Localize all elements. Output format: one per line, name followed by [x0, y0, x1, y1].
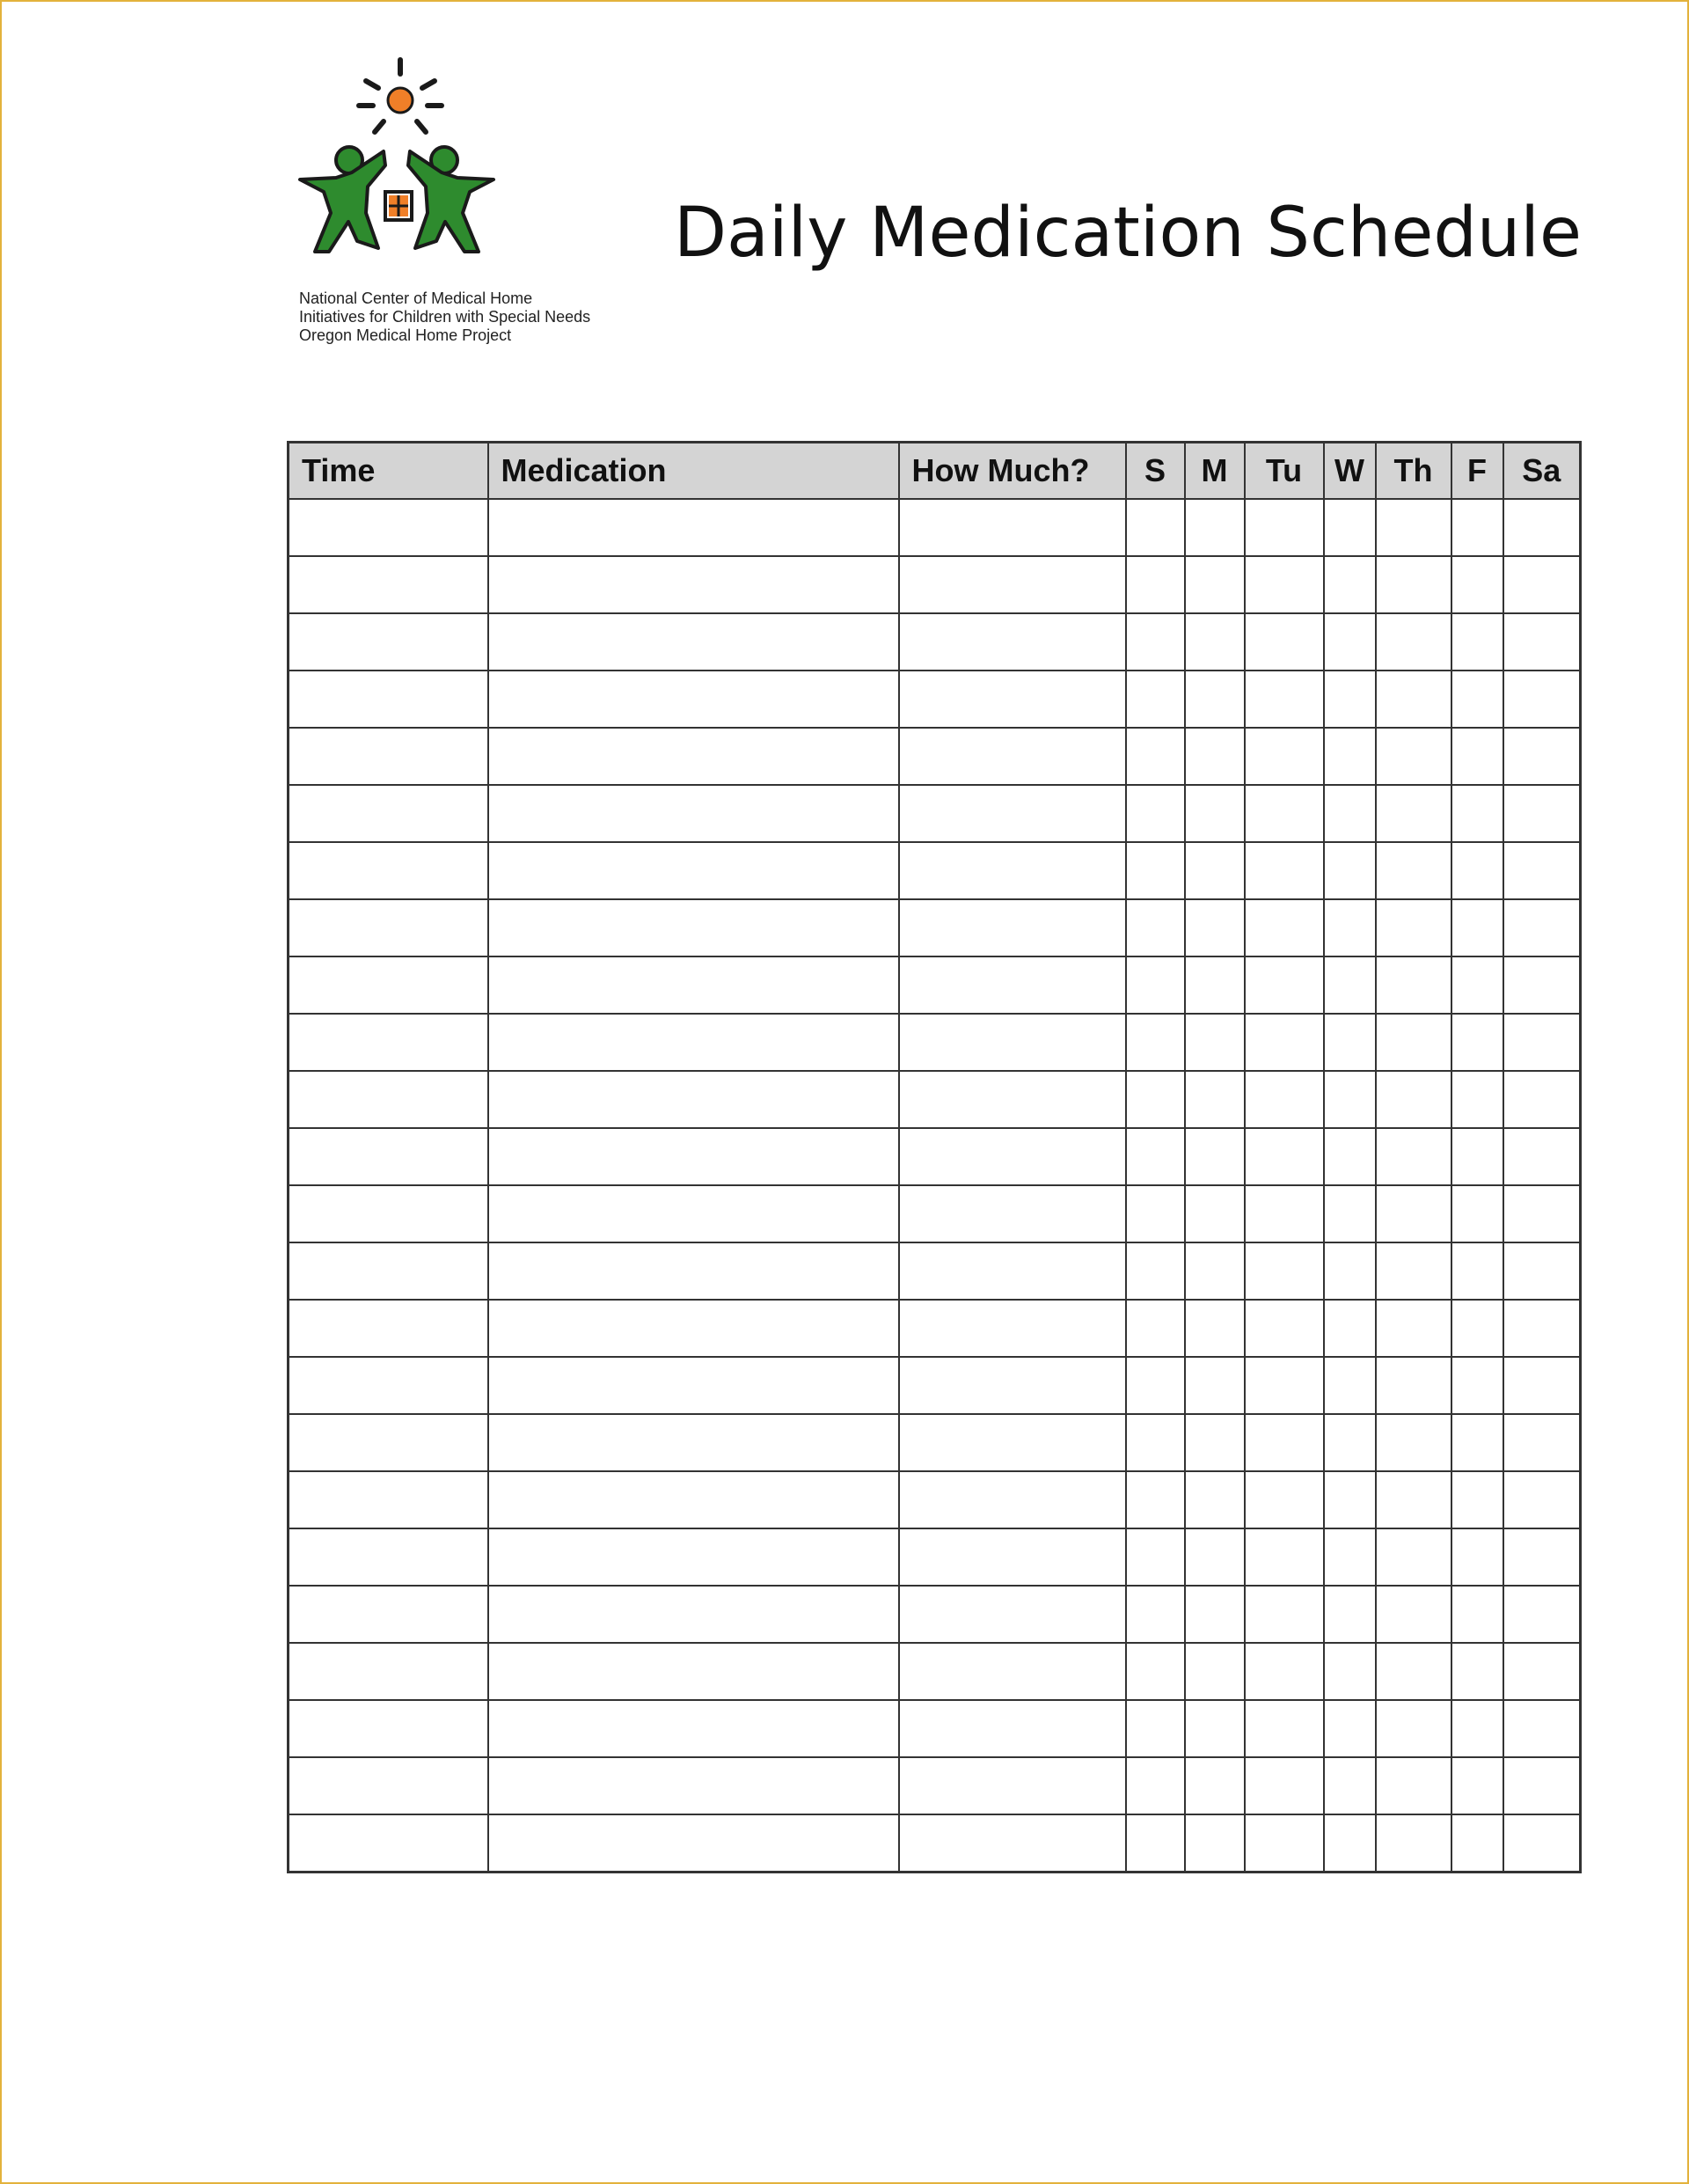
table-cell[interactable] — [1126, 1757, 1185, 1814]
table-cell[interactable] — [1185, 1185, 1245, 1242]
table-cell[interactable] — [488, 842, 899, 899]
table-cell[interactable] — [1451, 1357, 1503, 1414]
table-cell[interactable] — [1376, 842, 1451, 899]
table-cell[interactable] — [1185, 1414, 1245, 1471]
table-cell[interactable] — [289, 1185, 488, 1242]
table-cell[interactable] — [1503, 785, 1581, 842]
table-cell[interactable] — [1185, 1242, 1245, 1300]
table-cell[interactable] — [1126, 1414, 1185, 1471]
table-cell[interactable] — [1451, 1071, 1503, 1128]
table-cell[interactable] — [1185, 1128, 1245, 1185]
table-row — [289, 613, 1581, 671]
table-cell[interactable] — [1503, 1357, 1581, 1414]
table-cell[interactable] — [289, 499, 488, 556]
table-cell[interactable] — [1324, 1471, 1376, 1528]
table-cell[interactable] — [1324, 842, 1376, 899]
table-cell[interactable] — [1324, 556, 1376, 613]
table-cell[interactable] — [1126, 1586, 1185, 1643]
table-cell[interactable] — [1451, 1643, 1503, 1700]
table-cell[interactable] — [1324, 899, 1376, 956]
table-cell[interactable] — [1126, 1071, 1185, 1128]
table-cell[interactable] — [1503, 1185, 1581, 1242]
table-cell[interactable] — [1376, 1300, 1451, 1357]
table-cell[interactable] — [289, 1071, 488, 1128]
table-cell[interactable] — [488, 1700, 899, 1757]
table-cell[interactable] — [289, 1700, 488, 1757]
table-cell[interactable] — [1245, 1757, 1324, 1814]
table-cell[interactable] — [899, 1414, 1126, 1471]
table-cell[interactable] — [1126, 1643, 1185, 1700]
table-cell[interactable] — [1376, 1128, 1451, 1185]
table-cell[interactable] — [1451, 899, 1503, 956]
table-cell[interactable] — [1376, 899, 1451, 956]
table-cell[interactable] — [899, 1757, 1126, 1814]
table-cell[interactable] — [1185, 1071, 1245, 1128]
table-cell[interactable] — [1324, 1586, 1376, 1643]
table-cell[interactable] — [1185, 899, 1245, 956]
table-cell[interactable] — [899, 499, 1126, 556]
page-title: Daily Medication Schedule — [674, 194, 1582, 273]
table-cell[interactable] — [1503, 1242, 1581, 1300]
table-cell[interactable] — [289, 1528, 488, 1586]
table-cell[interactable] — [899, 1128, 1126, 1185]
table-cell[interactable] — [1185, 1814, 1245, 1873]
table-cell[interactable] — [1185, 499, 1245, 556]
table-cell[interactable] — [289, 1814, 488, 1873]
table-cell[interactable] — [1451, 1757, 1503, 1814]
table-cell[interactable] — [1376, 1700, 1451, 1757]
table-cell[interactable] — [1451, 1814, 1503, 1873]
table-cell[interactable] — [1245, 1586, 1324, 1643]
table-cell[interactable] — [1451, 842, 1503, 899]
table-cell[interactable] — [1376, 785, 1451, 842]
table-cell[interactable] — [1503, 956, 1581, 1014]
schedule-body — [289, 499, 1581, 1873]
table-cell[interactable] — [1245, 671, 1324, 728]
table-cell[interactable] — [1185, 1586, 1245, 1643]
table-cell[interactable] — [1451, 956, 1503, 1014]
table-cell[interactable] — [1324, 1071, 1376, 1128]
table-cell[interactable] — [1451, 1014, 1503, 1071]
table-cell[interactable] — [289, 1471, 488, 1528]
table-row — [289, 1586, 1581, 1643]
column-header-wednesday: W — [1324, 443, 1376, 500]
table-cell[interactable] — [1245, 499, 1324, 556]
table-cell[interactable] — [1324, 499, 1376, 556]
table-cell[interactable] — [1324, 785, 1376, 842]
table-cell[interactable] — [1503, 1586, 1581, 1643]
table-cell[interactable] — [1503, 1757, 1581, 1814]
table-cell[interactable] — [1324, 956, 1376, 1014]
table-row — [289, 728, 1581, 785]
table-cell[interactable] — [899, 1014, 1126, 1071]
table-cell[interactable] — [1376, 1414, 1451, 1471]
table-cell[interactable] — [899, 1814, 1126, 1873]
table-cell[interactable] — [1503, 1814, 1581, 1873]
table-cell[interactable] — [488, 1014, 899, 1071]
table-cell[interactable] — [488, 499, 899, 556]
column-header-saturday: Sa — [1503, 443, 1581, 500]
table-cell[interactable] — [899, 1357, 1126, 1414]
table-cell[interactable] — [899, 1643, 1126, 1700]
table-cell[interactable] — [1503, 556, 1581, 613]
table-cell[interactable] — [289, 1586, 488, 1643]
table-cell[interactable] — [289, 956, 488, 1014]
table-cell[interactable] — [289, 1242, 488, 1300]
table-cell[interactable] — [1245, 1128, 1324, 1185]
table-cell[interactable] — [289, 1357, 488, 1414]
table-cell[interactable] — [1376, 1757, 1451, 1814]
table-cell[interactable] — [1451, 1414, 1503, 1471]
table-cell[interactable] — [1451, 671, 1503, 728]
table-row — [289, 1471, 1581, 1528]
table-cell[interactable] — [1126, 1528, 1185, 1586]
table-cell[interactable] — [1324, 1757, 1376, 1814]
table-cell[interactable] — [1503, 1071, 1581, 1128]
table-cell[interactable] — [1451, 613, 1503, 671]
table-cell[interactable] — [289, 1300, 488, 1357]
table-cell[interactable] — [1126, 1242, 1185, 1300]
table-cell[interactable] — [1376, 1014, 1451, 1071]
table-cell[interactable] — [289, 556, 488, 613]
table-cell[interactable] — [899, 1242, 1126, 1300]
table-cell[interactable] — [1376, 956, 1451, 1014]
table-cell[interactable] — [1324, 1300, 1376, 1357]
table-row — [289, 785, 1581, 842]
table-cell[interactable] — [1126, 1300, 1185, 1357]
table-cell[interactable] — [1126, 1128, 1185, 1185]
column-header-thursday: Th — [1376, 443, 1451, 500]
table-cell[interactable] — [488, 671, 899, 728]
table-cell[interactable] — [1126, 1814, 1185, 1873]
table-cell[interactable] — [1451, 728, 1503, 785]
organization-name — [299, 289, 590, 345]
table-cell[interactable] — [1126, 842, 1185, 899]
table-cell[interactable] — [1245, 785, 1324, 842]
table-cell[interactable] — [899, 671, 1126, 728]
table-cell[interactable] — [899, 956, 1126, 1014]
table-row — [289, 1014, 1581, 1071]
table-cell[interactable] — [1126, 613, 1185, 671]
table-cell[interactable] — [1324, 728, 1376, 785]
table-cell[interactable] — [1126, 785, 1185, 842]
table-cell[interactable] — [488, 1357, 899, 1414]
table-row — [289, 1528, 1581, 1586]
table-cell[interactable] — [1503, 728, 1581, 785]
table-cell[interactable] — [1185, 671, 1245, 728]
table-cell[interactable] — [1324, 1014, 1376, 1071]
table-row — [289, 499, 1581, 556]
table-cell[interactable] — [899, 1586, 1126, 1643]
table-cell[interactable] — [1185, 1014, 1245, 1071]
table-cell[interactable] — [488, 728, 899, 785]
table-cell[interactable] — [289, 1757, 488, 1814]
table-cell[interactable] — [1245, 613, 1324, 671]
table-cell[interactable] — [1376, 556, 1451, 613]
table-cell[interactable] — [1503, 1700, 1581, 1757]
table-cell[interactable] — [1126, 1014, 1185, 1071]
table-row — [289, 1414, 1581, 1471]
table-cell[interactable] — [488, 613, 899, 671]
column-header-monday: M — [1185, 443, 1245, 500]
column-header-how-much: How Much? — [899, 443, 1126, 500]
house-window-icon — [385, 192, 412, 220]
table-cell[interactable] — [1451, 1185, 1503, 1242]
table-cell[interactable] — [899, 728, 1126, 785]
table-cell[interactable] — [1503, 1471, 1581, 1528]
table-cell[interactable] — [488, 1471, 899, 1528]
table-cell[interactable] — [1376, 1643, 1451, 1700]
table-cell[interactable] — [1245, 1643, 1324, 1700]
table-cell[interactable] — [1185, 1700, 1245, 1757]
table-cell[interactable] — [1376, 1185, 1451, 1242]
table-cell[interactable] — [1185, 1357, 1245, 1414]
table-cell[interactable] — [1185, 956, 1245, 1014]
table-cell[interactable] — [1245, 1414, 1324, 1471]
table-cell[interactable] — [1503, 1128, 1581, 1185]
table-cell[interactable] — [1503, 671, 1581, 728]
table-cell[interactable] — [488, 1586, 899, 1643]
table-cell[interactable] — [488, 956, 899, 1014]
table-cell[interactable] — [1324, 613, 1376, 671]
table-cell[interactable] — [899, 1300, 1126, 1357]
table-cell[interactable] — [1503, 899, 1581, 956]
table-cell[interactable] — [1126, 1185, 1185, 1242]
column-header-time: Time — [289, 443, 488, 500]
table-cell[interactable] — [289, 1014, 488, 1071]
table-cell[interactable] — [289, 899, 488, 956]
table-cell[interactable] — [1185, 556, 1245, 613]
table-cell[interactable] — [1245, 899, 1324, 956]
table-cell[interactable] — [899, 842, 1126, 899]
table-cell[interactable] — [488, 1128, 899, 1185]
table-cell[interactable] — [488, 556, 899, 613]
table-cell[interactable] — [289, 613, 488, 671]
table-row — [289, 1185, 1581, 1242]
table-cell[interactable] — [1185, 1757, 1245, 1814]
table-cell[interactable] — [899, 1471, 1126, 1528]
column-header-friday: F — [1451, 443, 1503, 500]
table-cell[interactable] — [289, 1128, 488, 1185]
table-cell[interactable] — [1503, 1414, 1581, 1471]
table-cell[interactable] — [1126, 1357, 1185, 1414]
table-cell[interactable] — [488, 1757, 899, 1814]
table-cell[interactable] — [1245, 1357, 1324, 1414]
table-row — [289, 1071, 1581, 1128]
table-cell[interactable] — [899, 899, 1126, 956]
table-cell[interactable] — [1185, 1528, 1245, 1586]
medical-home-logo — [297, 55, 496, 257]
table-cell[interactable] — [1451, 1700, 1503, 1757]
table-cell[interactable] — [1245, 842, 1324, 899]
table-cell[interactable] — [289, 728, 488, 785]
table-row — [289, 1300, 1581, 1357]
table-cell[interactable] — [899, 613, 1126, 671]
table-row — [289, 556, 1581, 613]
table-cell[interactable] — [1376, 1471, 1451, 1528]
table-cell[interactable] — [899, 1700, 1126, 1757]
table-row — [289, 1700, 1581, 1757]
table-cell[interactable] — [1185, 728, 1245, 785]
table-cell[interactable] — [1126, 728, 1185, 785]
column-header-medication: Medication — [488, 443, 899, 500]
table-cell[interactable] — [1376, 1071, 1451, 1128]
medication-schedule-table — [287, 441, 1582, 1873]
table-row — [289, 671, 1581, 728]
table-cell[interactable] — [289, 842, 488, 899]
table-cell[interactable] — [289, 671, 488, 728]
table-cell[interactable] — [1503, 842, 1581, 899]
table-cell[interactable] — [1185, 1471, 1245, 1528]
table-cell[interactable] — [1185, 1643, 1245, 1700]
table-cell[interactable] — [1324, 1185, 1376, 1242]
table-cell[interactable] — [1245, 1528, 1324, 1586]
table-cell[interactable] — [1376, 1528, 1451, 1586]
org-line: National Center of Medical Home — [299, 289, 533, 307]
table-cell[interactable] — [289, 1643, 488, 1700]
table-cell[interactable] — [1376, 1586, 1451, 1643]
table-cell[interactable] — [1451, 499, 1503, 556]
table-cell[interactable] — [1503, 1528, 1581, 1586]
table-cell[interactable] — [1324, 1414, 1376, 1471]
table-cell[interactable] — [1245, 1471, 1324, 1528]
table-cell[interactable] — [899, 1528, 1126, 1586]
table-cell[interactable] — [1245, 1242, 1324, 1300]
table-cell[interactable] — [1503, 1643, 1581, 1700]
table-row — [289, 1814, 1581, 1873]
table-row — [289, 1357, 1581, 1414]
table-cell[interactable] — [1376, 1357, 1451, 1414]
table-cell[interactable] — [1185, 613, 1245, 671]
table-cell[interactable] — [1376, 1242, 1451, 1300]
table-cell[interactable] — [1503, 1014, 1581, 1071]
table-cell[interactable] — [1503, 499, 1581, 556]
table-cell[interactable] — [488, 899, 899, 956]
table-cell[interactable] — [1324, 1242, 1376, 1300]
table-cell[interactable] — [1503, 613, 1581, 671]
table-cell[interactable] — [1451, 785, 1503, 842]
table-cell[interactable] — [1503, 1300, 1581, 1357]
table-cell[interactable] — [1376, 613, 1451, 671]
table-cell[interactable] — [1324, 1814, 1376, 1873]
table-cell[interactable] — [289, 785, 488, 842]
table-cell[interactable] — [1451, 1300, 1503, 1357]
table-row — [289, 1757, 1581, 1814]
table-cell[interactable] — [289, 1414, 488, 1471]
table-cell[interactable] — [1126, 956, 1185, 1014]
table-cell[interactable] — [899, 556, 1126, 613]
table-cell[interactable] — [1451, 1528, 1503, 1586]
table-cell[interactable] — [1245, 1814, 1324, 1873]
header-row — [289, 443, 1581, 500]
table-cell[interactable] — [1451, 1242, 1503, 1300]
table-cell[interactable] — [899, 785, 1126, 842]
table-row — [289, 1643, 1581, 1700]
table-cell[interactable] — [1324, 1357, 1376, 1414]
sun-icon — [359, 60, 442, 132]
table-cell[interactable] — [1126, 499, 1185, 556]
table-row — [289, 842, 1581, 899]
table-cell[interactable] — [1185, 1300, 1245, 1357]
table-cell[interactable] — [1185, 842, 1245, 899]
table-cell[interactable] — [1376, 499, 1451, 556]
table-cell[interactable] — [1324, 1643, 1376, 1700]
table-cell[interactable] — [1126, 671, 1185, 728]
table-cell[interactable] — [1451, 556, 1503, 613]
table-cell[interactable] — [488, 1528, 899, 1586]
table-cell[interactable] — [1245, 956, 1324, 1014]
table-cell[interactable] — [1376, 671, 1451, 728]
table-cell[interactable] — [488, 1814, 899, 1873]
table-cell[interactable] — [1245, 728, 1324, 785]
table-row — [289, 899, 1581, 956]
table-cell[interactable] — [1324, 1128, 1376, 1185]
table-cell[interactable] — [1376, 728, 1451, 785]
table-cell[interactable] — [1324, 671, 1376, 728]
table-cell[interactable] — [1451, 1471, 1503, 1528]
table-cell[interactable] — [1245, 1014, 1324, 1071]
table-cell[interactable] — [1245, 556, 1324, 613]
table-cell[interactable] — [488, 1242, 899, 1300]
table-cell[interactable] — [1245, 1700, 1324, 1757]
table-cell[interactable] — [488, 1643, 899, 1700]
table-row — [289, 1128, 1581, 1185]
table-cell[interactable] — [1324, 1528, 1376, 1586]
table-cell[interactable] — [1245, 1300, 1324, 1357]
table-cell[interactable] — [488, 1185, 899, 1242]
table-row — [289, 956, 1581, 1014]
table-cell[interactable] — [899, 1185, 1126, 1242]
table-cell[interactable] — [1376, 1814, 1451, 1873]
table-row — [289, 1242, 1581, 1300]
table-cell[interactable] — [488, 1071, 899, 1128]
table-cell[interactable] — [1245, 1071, 1324, 1128]
table-cell[interactable] — [1126, 1700, 1185, 1757]
table-cell[interactable] — [488, 1414, 899, 1471]
column-header-sunday: S — [1126, 443, 1185, 500]
column-header-tuesday: Tu — [1245, 443, 1324, 500]
org-line: Oregon Medical Home Project — [299, 326, 512, 344]
table-cell[interactable] — [1451, 1586, 1503, 1643]
table-cell[interactable] — [1245, 1185, 1324, 1242]
table-cell[interactable] — [1126, 1471, 1185, 1528]
table-cell[interactable] — [1185, 785, 1245, 842]
table-cell[interactable] — [488, 785, 899, 842]
org-line: Initiatives for Children with Special Needs — [299, 308, 591, 326]
table-cell[interactable] — [488, 1300, 899, 1357]
table-cell[interactable] — [899, 1071, 1126, 1128]
table-cell[interactable] — [1126, 899, 1185, 956]
table-cell[interactable] — [1451, 1128, 1503, 1185]
table-cell[interactable] — [1324, 1700, 1376, 1757]
table-cell[interactable] — [1126, 556, 1185, 613]
